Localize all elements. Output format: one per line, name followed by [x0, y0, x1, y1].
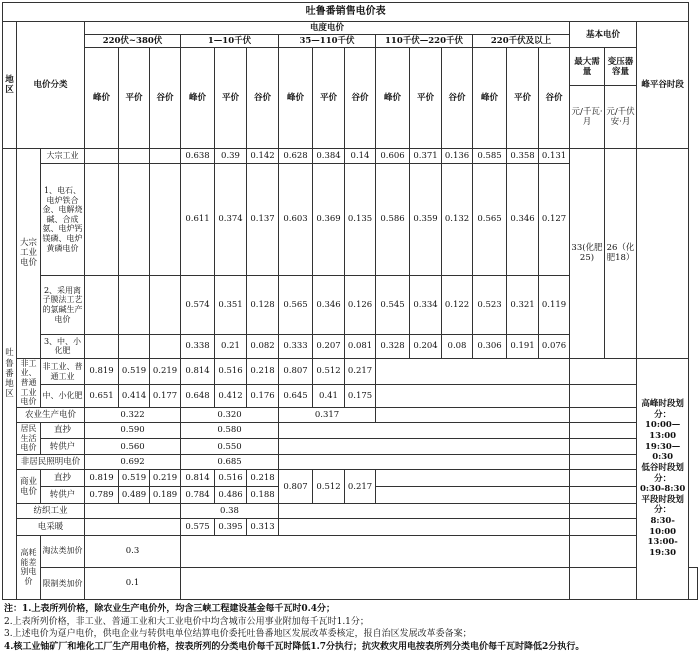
price-cell: 0.369 — [313, 163, 345, 276]
price-cell: 0.807 — [279, 358, 313, 385]
price-cell: 0.638 — [181, 148, 215, 163]
empty-cell — [279, 439, 570, 455]
price-cell: 0.122 — [442, 276, 473, 334]
price-cell: 0.306 — [473, 334, 507, 358]
large-industry-row-label: 大宗工业 — [41, 148, 85, 163]
price-cell: 0.606 — [376, 148, 410, 163]
valley-header: 谷价 — [345, 48, 376, 149]
price-cell: 0.489 — [119, 487, 150, 504]
price-cell: 0.692 — [85, 455, 181, 470]
price-cell: 0.322 — [85, 407, 181, 422]
valley-header: 谷价 — [442, 48, 473, 149]
empty-cell — [637, 148, 689, 358]
empty-cell — [85, 163, 119, 276]
price-cell: 0.076 — [539, 334, 570, 358]
valley-period-value: 0:30-8:30 — [640, 484, 686, 495]
empty-cell — [85, 519, 181, 535]
price-cell: 0.321 — [507, 276, 539, 334]
notes-section — [4, 603, 698, 653]
flat-period-label: 平段时段划分： — [641, 494, 684, 516]
commercial-label: 商业电价 — [17, 470, 41, 504]
note-line: 注：1.上表所列价格，除农业生产电价外，均含三峡工程建设基金每千瓦时0.4分； — [4, 604, 336, 614]
high-energy-row-label: 限制类加价 — [41, 567, 85, 599]
electric-heating-label: 电采暖 — [17, 519, 85, 535]
kwh-price-header: 电度电价 — [85, 22, 570, 35]
empty-cell — [689, 567, 698, 599]
empty-cell — [570, 455, 637, 470]
voltage-level-5: 220千伏及以上 — [473, 35, 570, 48]
empty-cell — [279, 455, 570, 470]
price-cell: 0.814 — [181, 470, 215, 487]
residential-row-label: 直抄 — [41, 423, 85, 439]
empty-cell — [150, 163, 181, 276]
commercial-row-label: 直抄 — [41, 470, 85, 487]
empty-cell — [85, 148, 119, 163]
price-cell: 0.486 — [215, 487, 247, 504]
price-cell: 0.219 — [150, 358, 181, 385]
empty-cell — [376, 487, 570, 504]
basic-price-header: 基本电价 — [570, 22, 637, 48]
price-cell: 0.519 — [119, 470, 150, 487]
high-energy-row-label: 淘汰类加价 — [41, 535, 85, 567]
empty-cell — [376, 385, 570, 408]
empty-cell — [376, 470, 570, 487]
large-industry-row-label: 1、电石、电炉铁合金、电解烧碱、合成氨、电炉钙镁磷、电炉黄磷电价 — [41, 163, 85, 276]
residential-label: 居民生活电价 — [17, 423, 41, 455]
price-cell: 0.136 — [442, 148, 473, 163]
empty-cell — [85, 276, 119, 334]
price-cell: 0.574 — [181, 276, 215, 334]
agriculture-label: 农业生产电价 — [17, 407, 85, 422]
price-cell: 0.313 — [247, 519, 279, 535]
price-cell: 0.207 — [313, 334, 345, 358]
empty-cell — [570, 358, 637, 385]
textile-label: 纺织工业 — [17, 504, 85, 519]
price-cell: 0.08 — [442, 334, 473, 358]
non-industry-row-label: 中、小化肥 — [41, 385, 85, 408]
price-cell: 0.585 — [473, 148, 507, 163]
price-cell: 0.346 — [507, 163, 539, 276]
high-energy-label: 高耗能差别电价 — [17, 535, 41, 599]
price-cell: 0.328 — [376, 334, 410, 358]
price-cell: 0.204 — [410, 334, 442, 358]
price-cell: 0.603 — [279, 163, 313, 276]
price-cell: 0.819 — [85, 470, 119, 487]
empty-cell — [181, 535, 570, 567]
price-cell: 0.645 — [279, 385, 313, 408]
price-cell: 0.545 — [376, 276, 410, 334]
price-cell: 0.374 — [215, 163, 247, 276]
price-cell: 0.119 — [539, 276, 570, 334]
empty-cell — [570, 487, 637, 504]
price-cell: 0.1 — [85, 567, 181, 599]
price-cell: 0.132 — [442, 163, 473, 276]
non-residential-lighting-label: 非居民照明电价 — [17, 455, 85, 470]
region-name: 吐鲁番地区 — [3, 148, 17, 599]
residential-row-label: 转供户 — [41, 439, 85, 455]
flat-header: 平价 — [313, 48, 345, 149]
price-cell: 0.135 — [345, 163, 376, 276]
empty-cell — [570, 470, 637, 487]
empty-cell — [279, 423, 570, 439]
price-cell: 0.516 — [215, 470, 247, 487]
peak-header: 峰价 — [85, 48, 119, 149]
price-cell: 0.814 — [181, 358, 215, 385]
price-cell: 0.217 — [345, 470, 376, 504]
price-cell: 0.39 — [215, 148, 247, 163]
note-line: 3.上述电价为趸户电价，供电企业与转供电单位结算电价委托吐鲁番地区发展改革委核定，报自治区发展改革委备案； — [4, 629, 472, 639]
tariff-table — [2, 2, 698, 600]
empty-cell — [119, 148, 150, 163]
price-cell: 0.784 — [181, 487, 215, 504]
peak-period-label: 高峰时段划分： — [641, 399, 684, 420]
empty-cell — [119, 163, 150, 276]
price-cell: 0.395 — [215, 519, 247, 535]
price-cell: 0.189 — [150, 487, 181, 504]
empty-cell — [119, 276, 150, 334]
price-cell: 0.590 — [85, 423, 181, 439]
peak-header: 峰价 — [279, 48, 313, 149]
empty-cell — [570, 439, 637, 455]
price-cell: 0.516 — [215, 358, 247, 385]
price-cell: 0.575 — [181, 519, 215, 535]
price-cell: 0.191 — [507, 334, 539, 358]
price-cell: 0.320 — [181, 407, 279, 422]
price-cell: 0.131 — [539, 148, 570, 163]
empty-cell — [570, 567, 637, 599]
flat-header: 平价 — [119, 48, 150, 149]
price-cell: 0.359 — [410, 163, 442, 276]
price-cell: 0.346 — [313, 276, 345, 334]
price-cell: 0.351 — [215, 276, 247, 334]
price-cell: 0.338 — [181, 334, 215, 358]
price-cell: 0.334 — [410, 276, 442, 334]
price-cell: 0.128 — [247, 276, 279, 334]
empty-cell — [279, 519, 570, 535]
price-cell: 0.512 — [313, 358, 345, 385]
price-cell: 0.523 — [473, 276, 507, 334]
price-cell: 0.648 — [181, 385, 215, 408]
large-industry-label: 大宗工业电价 — [17, 148, 41, 358]
non-industry-row-label: 非工业、普通工业 — [41, 358, 85, 385]
empty-cell — [570, 504, 637, 519]
price-cell: 0.586 — [376, 163, 410, 276]
price-cell: 0.560 — [85, 439, 181, 455]
flat-period-value: 8:30-10:00 13:00-19:30 — [647, 516, 678, 558]
transformer-header: 变压器容量 — [605, 48, 637, 86]
price-cell: 0.38 — [181, 504, 279, 519]
price-cell: 0.3 — [85, 535, 181, 567]
category-header: 电价分类 — [17, 22, 85, 149]
price-cell: 0.127 — [539, 163, 570, 276]
non-industry-label: 非工业、普通工业电价 — [17, 358, 41, 407]
empty-cell — [570, 423, 637, 439]
note-line: 4.核工业铀矿厂和堆化工厂生产用电价格，按表所列的分类电价每千瓦时降低1.7分执行；抗灾救灾用电按表所列分类电价每千瓦时降低2分执行。 — [4, 641, 585, 652]
price-cell: 0.41 — [313, 385, 345, 408]
price-cell: 0.819 — [85, 358, 119, 385]
empty-cell — [150, 148, 181, 163]
time-period-header: 峰平谷时段 — [637, 22, 689, 149]
empty-cell — [85, 504, 181, 519]
note-line: 2.上表所列价格，非工业、普通工业和大工业电价中均含城市公用事业附加每千瓦时1.1分； — [4, 616, 369, 627]
price-cell: 0.126 — [345, 276, 376, 334]
price-cell: 0.789 — [85, 487, 119, 504]
price-cell: 0.358 — [507, 148, 539, 163]
transformer-unit: 元/千伏安·月 — [605, 86, 637, 148]
price-cell: 0.651 — [85, 385, 119, 408]
empty-cell — [150, 276, 181, 334]
table-title: 吐鲁番销售电价表 — [3, 3, 689, 22]
price-cell: 0.081 — [345, 334, 376, 358]
peak-period-value: 10:00—13:00 19:30—0:30 — [645, 420, 681, 463]
price-cell: 0.137 — [247, 163, 279, 276]
peak-header: 峰价 — [473, 48, 507, 149]
price-cell: 0.807 — [279, 470, 313, 504]
price-cell: 0.371 — [410, 148, 442, 163]
empty-cell — [150, 334, 181, 358]
region-header: 地区 — [3, 22, 17, 149]
price-cell: 0.333 — [279, 334, 313, 358]
valley-period-label: 低谷时段划分： — [641, 462, 684, 484]
price-cell: 0.218 — [247, 358, 279, 385]
price-cell: 0.519 — [119, 358, 150, 385]
price-cell: 0.175 — [345, 385, 376, 408]
voltage-level-3: 35—110千伏 — [279, 35, 376, 48]
time-periods-cell — [637, 358, 689, 599]
empty-cell — [85, 334, 119, 358]
price-cell: 0.21 — [215, 334, 247, 358]
voltage-level-1: 220伏~380伏 — [85, 35, 181, 48]
price-cell: 0.188 — [247, 487, 279, 504]
peak-header: 峰价 — [181, 48, 215, 149]
empty-cell — [376, 407, 570, 422]
transformer-value: 26（化肥18） — [605, 148, 637, 358]
price-cell: 0.550 — [181, 439, 279, 455]
large-industry-row-label: 2、采用离子膜法工艺的氯碱生产电价 — [41, 276, 85, 334]
price-cell: 0.14 — [345, 148, 376, 163]
max-demand-unit: 元/千瓦·月 — [570, 86, 605, 148]
price-cell: 0.414 — [119, 385, 150, 408]
empty-cell — [279, 504, 570, 519]
price-cell: 0.412 — [215, 385, 247, 408]
price-cell: 0.685 — [181, 455, 279, 470]
large-industry-row-label: 3、中、小化肥 — [41, 334, 85, 358]
flat-header: 平价 — [507, 48, 539, 149]
valley-header: 谷价 — [150, 48, 181, 149]
price-cell: 0.177 — [150, 385, 181, 408]
price-cell: 0.565 — [473, 163, 507, 276]
voltage-level-2: 1—10千伏 — [181, 35, 279, 48]
empty-cell — [119, 334, 150, 358]
valley-header: 谷价 — [539, 48, 570, 149]
voltage-level-4: 110千伏—220千伏 — [376, 35, 473, 48]
price-cell: 0.176 — [247, 385, 279, 408]
flat-header: 平价 — [410, 48, 442, 149]
flat-header: 平价 — [215, 48, 247, 149]
price-cell: 0.218 — [247, 470, 279, 487]
max-demand-header: 最大需量 — [570, 48, 605, 86]
commercial-row-label: 转供户 — [41, 487, 85, 504]
max-demand-value: 33(化肥25) — [570, 148, 605, 358]
empty-cell — [570, 519, 637, 535]
price-cell: 0.565 — [279, 276, 313, 334]
price-cell: 0.217 — [345, 358, 376, 385]
price-cell: 0.628 — [279, 148, 313, 163]
price-cell: 0.219 — [150, 470, 181, 487]
price-cell: 0.317 — [279, 407, 376, 422]
price-cell: 0.611 — [181, 163, 215, 276]
empty-cell — [181, 567, 570, 599]
valley-header: 谷价 — [247, 48, 279, 149]
price-cell: 0.384 — [313, 148, 345, 163]
empty-cell — [570, 535, 637, 567]
price-cell: 0.142 — [247, 148, 279, 163]
peak-header: 峰价 — [376, 48, 410, 149]
price-cell: 0.512 — [313, 470, 345, 504]
empty-cell — [570, 407, 637, 422]
price-cell: 0.580 — [181, 423, 279, 439]
price-cell: 0.082 — [247, 334, 279, 358]
empty-cell — [570, 385, 637, 408]
empty-cell — [376, 358, 570, 385]
